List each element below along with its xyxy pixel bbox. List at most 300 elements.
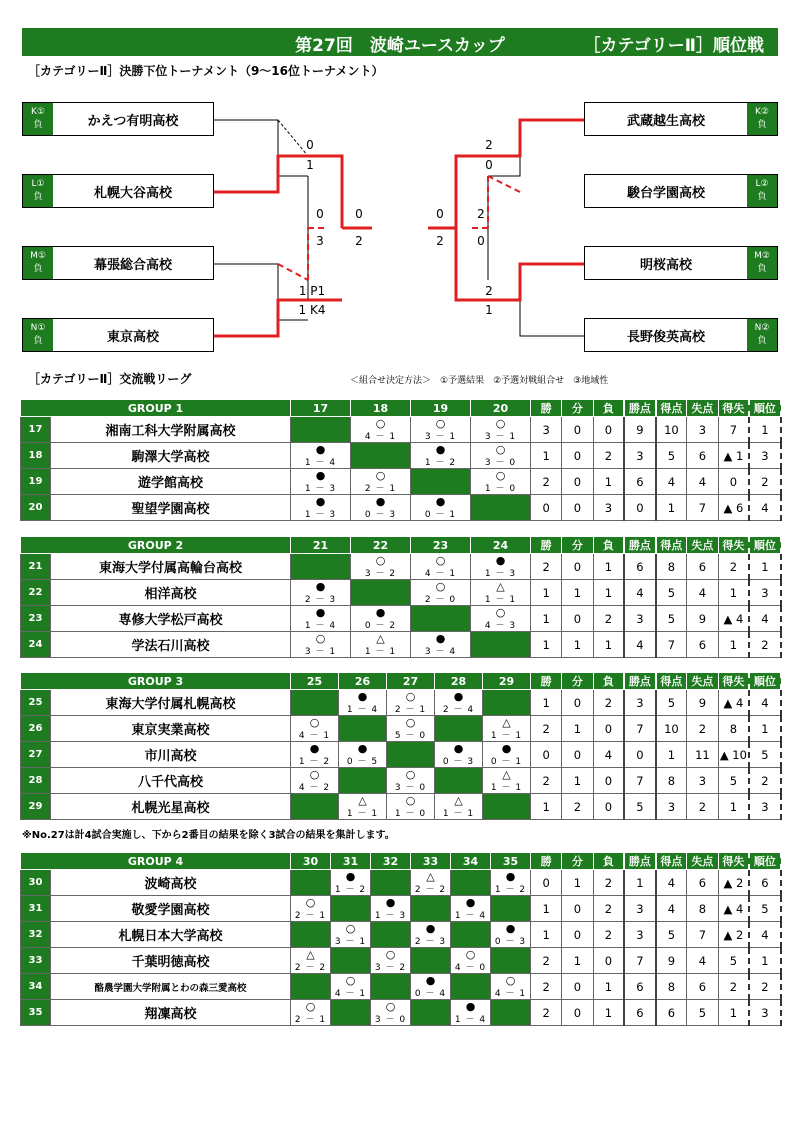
match-result [291, 580, 351, 606]
team-name: 東京実業高校 [51, 716, 291, 742]
stat-value: 1 [562, 768, 593, 794]
match-score: 1 － 1 [442, 809, 475, 819]
result-mark: ● [357, 742, 368, 755]
stat-value: 7 [687, 495, 718, 521]
stat-header: 勝 [531, 537, 562, 554]
stat-value: 5 [656, 443, 687, 469]
match-result [411, 554, 471, 580]
stat-value: 1 [562, 580, 593, 606]
no-match-cell [387, 742, 435, 768]
match-result [291, 742, 339, 768]
title-banner [22, 28, 778, 56]
match-result [491, 922, 531, 948]
team-tag-sub: 負 [33, 192, 43, 202]
result-mark: △ [496, 580, 505, 593]
team-number: 24 [21, 632, 51, 658]
stat-value: 2 [531, 768, 562, 794]
stat-value: 2 [593, 443, 624, 469]
stat-value: 0 [593, 716, 624, 742]
stat-value: 3 [656, 794, 687, 820]
result-mark: ○ [375, 554, 386, 567]
match-score: 2 － 1 [364, 484, 397, 494]
group-name: GROUP 4 [21, 853, 291, 870]
result-mark: ○ [405, 794, 416, 807]
result-mark: ○ [465, 948, 476, 961]
stat-value: 0 [562, 690, 593, 716]
match-result [387, 690, 435, 716]
match-score: 3 － 4 [424, 647, 457, 657]
stat-value: 4 [749, 922, 780, 948]
stat-value: 2 [531, 469, 562, 495]
score: 0 [485, 158, 493, 172]
no-match-cell [411, 606, 471, 632]
result-mark: ● [315, 495, 326, 508]
result-mark: ● [375, 606, 386, 619]
stat-value: 1 [749, 716, 780, 742]
stat-value: 1 [531, 896, 562, 922]
table-row [21, 896, 781, 922]
result-mark: ● [435, 443, 446, 456]
stat-header: 分 [562, 400, 593, 417]
col-header: 22 [351, 537, 411, 554]
match-score: 1 － 1 [490, 783, 523, 793]
match-result [331, 922, 371, 948]
match-result [351, 495, 411, 521]
no-match-cell [483, 690, 531, 716]
stat-header: 失点 [687, 853, 718, 870]
stat-value: 2 [749, 768, 780, 794]
stat-value: 4 [656, 469, 687, 495]
stat-value: 6 [687, 870, 718, 896]
no-match-cell [451, 922, 491, 948]
stat-value: 2 [749, 974, 780, 1000]
stat-value: 3 [624, 896, 655, 922]
stat-header: 負 [593, 853, 624, 870]
match-score: 3 － 1 [424, 432, 457, 442]
match-result [411, 974, 451, 1000]
match-result [411, 580, 471, 606]
match-result [471, 554, 531, 580]
stat-header: 勝 [531, 400, 562, 417]
team-tag: L② [755, 179, 769, 189]
match-result [291, 443, 351, 469]
result-mark: ○ [435, 554, 446, 567]
match-result [351, 469, 411, 495]
stat-header: 得失 [718, 400, 749, 417]
stat-header: 失点 [687, 537, 718, 554]
match-result [291, 896, 331, 922]
team-tag: K① [31, 107, 45, 117]
team-name: 武蔵越生高校 [626, 113, 705, 129]
team-tag-sub: 負 [757, 336, 767, 346]
match-score: 2 － 2 [294, 963, 327, 973]
team-number: 27 [21, 742, 51, 768]
stat-value: 5 [656, 690, 687, 716]
stat-value: 2 [593, 896, 624, 922]
team-name: 聖望学園高校 [51, 495, 291, 521]
no-match-cell [451, 974, 491, 1000]
stat-value: 6 [749, 870, 780, 896]
table-row [21, 1000, 781, 1026]
match-result [491, 974, 531, 1000]
team-number: 32 [21, 922, 51, 948]
match-score: 2 － 3 [414, 937, 447, 947]
match-score: 2 － 0 [424, 595, 457, 605]
stat-value: 3 [624, 443, 655, 469]
stat-value: 2 [718, 974, 749, 1000]
league-table-1 [20, 399, 782, 521]
match-score: 0 － 1 [490, 757, 523, 767]
result-mark: △ [426, 870, 435, 883]
stat-value: 2 [593, 606, 624, 632]
stat-value: 4 [749, 495, 780, 521]
stat-value: 1 [656, 742, 687, 768]
team-number: 25 [21, 690, 51, 716]
league-table-2 [20, 536, 782, 658]
stat-value: 1 [593, 554, 624, 580]
page-title: 第27回 波崎ユースカップ [295, 36, 505, 56]
stat-value: 1 [562, 870, 593, 896]
match-score: 0 － 3 [364, 510, 397, 520]
result-mark: ○ [495, 469, 506, 482]
team-name: 長野俊英高校 [626, 329, 705, 345]
match-result [491, 870, 531, 896]
team-number: 28 [21, 768, 51, 794]
stat-value: ▲ 10 [718, 742, 749, 768]
match-score: 3 － 2 [364, 569, 397, 579]
result-mark: ● [465, 896, 476, 909]
team-name: 千葉明徳高校 [51, 948, 291, 974]
match-score: 4 － 1 [334, 989, 367, 999]
stat-value: 3 [624, 606, 655, 632]
result-mark: ○ [305, 1000, 316, 1013]
result-mark: ● [453, 742, 464, 755]
stat-value: 7 [718, 417, 749, 443]
stat-header: 得点 [656, 853, 687, 870]
col-header: 23 [411, 537, 471, 554]
stat-value: 6 [624, 469, 655, 495]
stat-value: 3 [749, 1000, 780, 1026]
match-result [331, 870, 371, 896]
team-number: 17 [21, 417, 51, 443]
no-match-cell [291, 417, 351, 443]
stat-value: 10 [656, 417, 687, 443]
result-mark: ● [495, 554, 506, 567]
match-score: 1 － 3 [374, 911, 407, 921]
match-score: 0 － 2 [364, 621, 397, 631]
match-score: 2 － 1 [294, 911, 327, 921]
stat-value: 6 [624, 1000, 655, 1026]
stat-value: 1 [531, 443, 562, 469]
stat-value: 2 [531, 1000, 562, 1026]
match-score: 3 － 0 [374, 1015, 407, 1025]
team-name: 駒澤大学高校 [51, 443, 291, 469]
team-name: 東海大学付属高輪台高校 [51, 554, 291, 580]
no-match-cell [471, 495, 531, 521]
match-result [451, 896, 491, 922]
score: 1 [306, 158, 314, 172]
stat-value: 6 [687, 632, 718, 658]
col-header: 21 [291, 537, 351, 554]
stat-value: 0 [624, 742, 655, 768]
no-match-cell [411, 1000, 451, 1026]
result-mark: ● [505, 870, 516, 883]
stat-value: 5 [624, 794, 655, 820]
match-result [351, 606, 411, 632]
team-tag-sub: 負 [757, 264, 767, 274]
team-number: 18 [21, 443, 51, 469]
stat-value: 4 [749, 690, 780, 716]
stat-header: 失点 [687, 673, 718, 690]
bracket-team-left-3 [22, 246, 214, 280]
match-score: 3 － 1 [304, 647, 337, 657]
stat-header: 順位 [749, 537, 780, 554]
stat-value: 7 [624, 716, 655, 742]
result-mark: ○ [345, 974, 356, 987]
stat-header: 勝 [531, 673, 562, 690]
stat-value: 4 [687, 580, 718, 606]
stat-header: 得点 [656, 673, 687, 690]
match-score: 0 － 4 [414, 989, 447, 999]
match-result [339, 690, 387, 716]
stat-value: 2 [562, 794, 593, 820]
stat-value: 6 [687, 554, 718, 580]
team-tag: N② [754, 323, 770, 333]
stat-value: 1 [656, 495, 687, 521]
col-header: 20 [471, 400, 531, 417]
match-result [351, 632, 411, 658]
col-header: 33 [411, 853, 451, 870]
result-mark: ○ [385, 948, 396, 961]
stat-header: 順位 [749, 853, 780, 870]
match-result [371, 896, 411, 922]
stat-value: 1 [749, 554, 780, 580]
result-mark: ○ [495, 417, 506, 430]
team-tag-sub: 負 [33, 120, 43, 130]
result-mark: ● [315, 606, 326, 619]
match-result [339, 742, 387, 768]
table-row [21, 922, 781, 948]
match-score: 1 － 2 [334, 885, 367, 895]
table-row [21, 974, 781, 1000]
match-score: 2 － 2 [414, 885, 447, 895]
stat-value: 8 [687, 896, 718, 922]
result-mark: ○ [385, 1000, 396, 1013]
result-mark: ○ [345, 922, 356, 935]
stat-header: 負 [593, 400, 624, 417]
table-row [21, 742, 781, 768]
no-match-cell [471, 632, 531, 658]
table-row [21, 417, 781, 443]
stat-value: 1 [531, 632, 562, 658]
result-mark: △ [376, 632, 385, 645]
col-header: 19 [411, 400, 471, 417]
match-result [483, 742, 531, 768]
match-result [387, 716, 435, 742]
score: 2 [485, 138, 493, 152]
no-match-cell [339, 716, 387, 742]
stat-value: 5 [687, 1000, 718, 1026]
stat-value: 8 [656, 768, 687, 794]
result-mark: △ [306, 948, 315, 961]
match-result [291, 716, 339, 742]
result-mark: ● [357, 690, 368, 703]
col-header: 29 [483, 673, 531, 690]
col-header: 17 [291, 400, 351, 417]
stat-value: 0 [593, 948, 624, 974]
match-score: 1 － 1 [364, 647, 397, 657]
stat-value: 0 [593, 768, 624, 794]
stat-value: ▲ 4 [718, 896, 749, 922]
stat-value: ▲ 2 [718, 922, 749, 948]
team-number: 19 [21, 469, 51, 495]
col-header: 28 [435, 673, 483, 690]
score: 0 [355, 207, 363, 221]
result-mark: ● [435, 632, 446, 645]
table-row [21, 606, 781, 632]
team-name: 東海大学付属札幌高校 [51, 690, 291, 716]
team-name: 幕張総合高校 [93, 257, 172, 273]
match-score: 3 － 1 [334, 937, 367, 947]
table-row [21, 443, 781, 469]
stat-value: 3 [624, 922, 655, 948]
match-result [483, 768, 531, 794]
result-mark: ○ [405, 716, 416, 729]
team-tag: M① [30, 251, 46, 261]
stat-value: 1 [749, 417, 780, 443]
match-result [291, 1000, 331, 1026]
stat-value: 1 [531, 580, 562, 606]
match-score: 2 － 4 [442, 705, 475, 715]
stat-value: 6 [624, 974, 655, 1000]
stat-header: 負 [593, 673, 624, 690]
table-row [21, 948, 781, 974]
stat-value: 5 [749, 896, 780, 922]
col-header: 30 [291, 853, 331, 870]
result-mark: ○ [305, 896, 316, 909]
team-name: 明桜高校 [639, 257, 692, 273]
match-result [411, 495, 471, 521]
match-result [351, 417, 411, 443]
stat-value: 3 [749, 580, 780, 606]
stat-value: 0 [562, 1000, 593, 1026]
team-name: 市川高校 [51, 742, 291, 768]
result-mark: ● [425, 974, 436, 987]
team-number: 34 [21, 974, 51, 1000]
stat-value: ▲ 6 [718, 495, 749, 521]
stat-header: 得点 [656, 400, 687, 417]
stat-header: 分 [562, 673, 593, 690]
stat-header: 分 [562, 853, 593, 870]
stat-value: 3 [687, 768, 718, 794]
no-match-cell [291, 690, 339, 716]
col-header: 24 [471, 537, 531, 554]
table-row [21, 495, 781, 521]
stat-value: 2 [687, 716, 718, 742]
match-score: 1 － 3 [304, 484, 337, 494]
stat-value: 4 [687, 469, 718, 495]
table-row [21, 870, 781, 896]
no-match-cell [491, 948, 531, 974]
stat-value: 3 [531, 417, 562, 443]
stat-value: 0 [562, 974, 593, 1000]
match-score: 1 － 1 [490, 731, 523, 741]
table-row [21, 716, 781, 742]
method-note: ＜組合せ決定方法＞ ①予選結果 ②予選対戦組合せ ③地域性 [350, 376, 609, 386]
match-score: 1 － 4 [304, 458, 337, 468]
stat-value: 3 [749, 794, 780, 820]
stat-value: 7 [624, 768, 655, 794]
stat-header: 勝点 [624, 673, 655, 690]
team-name: 駿台学園高校 [626, 185, 705, 201]
match-result [471, 469, 531, 495]
stat-value: 1 [593, 580, 624, 606]
stat-value: 9 [687, 606, 718, 632]
no-match-cell [435, 768, 483, 794]
league-table-3 [20, 672, 782, 820]
score: 0 [436, 207, 444, 221]
no-match-cell [331, 948, 371, 974]
match-score: 2 － 3 [304, 595, 337, 605]
stat-value: 1 [531, 606, 562, 632]
score: 0 [477, 234, 485, 248]
match-score: 3 － 2 [374, 963, 407, 973]
match-result [371, 1000, 411, 1026]
table-row [21, 632, 781, 658]
stat-value: 0 [593, 794, 624, 820]
team-number: 22 [21, 580, 51, 606]
match-score: 1 － 2 [494, 885, 527, 895]
stat-value: 1 [718, 1000, 749, 1026]
no-match-cell [491, 896, 531, 922]
no-match-cell [371, 922, 411, 948]
result-mark: ● [315, 580, 326, 593]
score: 1 [485, 303, 493, 317]
col-header: 34 [451, 853, 491, 870]
team-tag-sub: 負 [757, 192, 767, 202]
stat-value: 1 [718, 580, 749, 606]
table-row [21, 768, 781, 794]
match-score: 2 － 1 [394, 705, 427, 715]
match-result [371, 948, 411, 974]
match-score: 4 － 2 [298, 783, 331, 793]
no-match-cell [339, 768, 387, 794]
league-table-4 [20, 852, 782, 1026]
stat-header: 得失 [718, 537, 749, 554]
stat-value: 0 [562, 606, 593, 632]
match-score: 1 － 4 [346, 705, 379, 715]
match-result [291, 469, 351, 495]
stat-value: 1 [593, 632, 624, 658]
table-row [21, 469, 781, 495]
bracket-team-right-3 [584, 246, 778, 280]
match-result [435, 690, 483, 716]
team-tag: M② [754, 251, 770, 261]
bracket-heading: ［カテゴリーⅡ］決勝下位トーナメント（9～16位トーナメント） [28, 64, 384, 78]
stat-value: 0 [562, 896, 593, 922]
match-result [291, 632, 351, 658]
stat-value: 10 [656, 716, 687, 742]
group-name: GROUP 1 [21, 400, 291, 417]
stat-value: 9 [687, 690, 718, 716]
stat-value: 5 [718, 948, 749, 974]
stat-value: 2 [593, 922, 624, 948]
stat-value: 4 [749, 606, 780, 632]
stat-header: 勝 [531, 853, 562, 870]
stat-value: 6 [624, 554, 655, 580]
team-number: 20 [21, 495, 51, 521]
stat-value: ▲ 4 [718, 606, 749, 632]
